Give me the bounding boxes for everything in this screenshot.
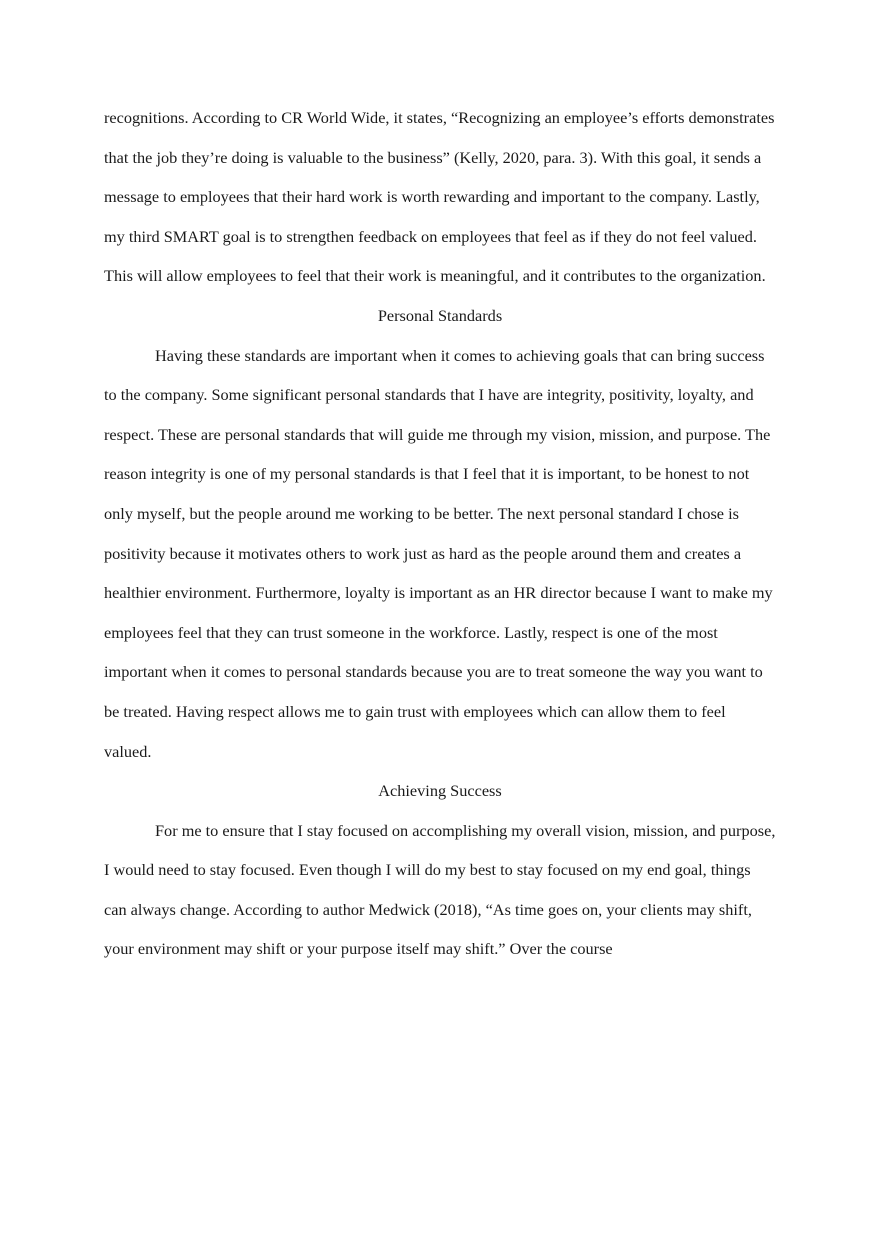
section-heading-achieving-success: Achieving Success — [378, 781, 502, 801]
personal-standards-paragraph: Having these standards are important when it comes to achieving goals that can bring success to the company. Some significant personal standards that I have are integrity, positivity, loyalty, and respect. These are personal standards that will guide me through my vision, mission, and purpose. The reason integrity is one of my personal standards is that I feel that it is important, to be honest to not only myself, but the people around me working to be better. The next personal standard I chose is positivity because it motivates others to work just as hard as the people around them and creates a healthier environment. Furthermore, loyalty is important as an HR director because I want to make my employees feel that they can trust someone in the workforce. Lastly, respect is one of the most important when it comes to personal standards because you are to treat someone the way you want to be treated. Having respect allows me to gain trust with employees which can allow them to feel valued. — [104, 345, 773, 761]
opening-paragraph: recognitions. According to CR World Wide, it states, “Recognizing an employee’s efforts demonstrates that the job they’re doing is valuable to the business” (Kelly, 2020, para. 3). With this goal, it sends a message to employees that their hard work is worth rewarding and important to the company. Lastly, my third SMART goal is to strengthen feedback on employees that feel as if they do not feel valued. This will allow employees to feel that their work is meaningful, and it contributes to the organization. — [104, 108, 775, 286]
achieving-success-paragraph: For me to ensure that I stay focused on accomplishing my overall vision, mission, and purpose, I would need to stay focused. Even though I will do my best to stay focused on my end goal, things can always change. According to author Medwick (2018), “As time goes on, your clients may shift, your environment may shift or your purpose itself may shift.” Over the course — [104, 820, 776, 959]
section-heading-personal-standards: Personal Standards — [377, 305, 503, 325]
document-body — [104, 98, 776, 969]
